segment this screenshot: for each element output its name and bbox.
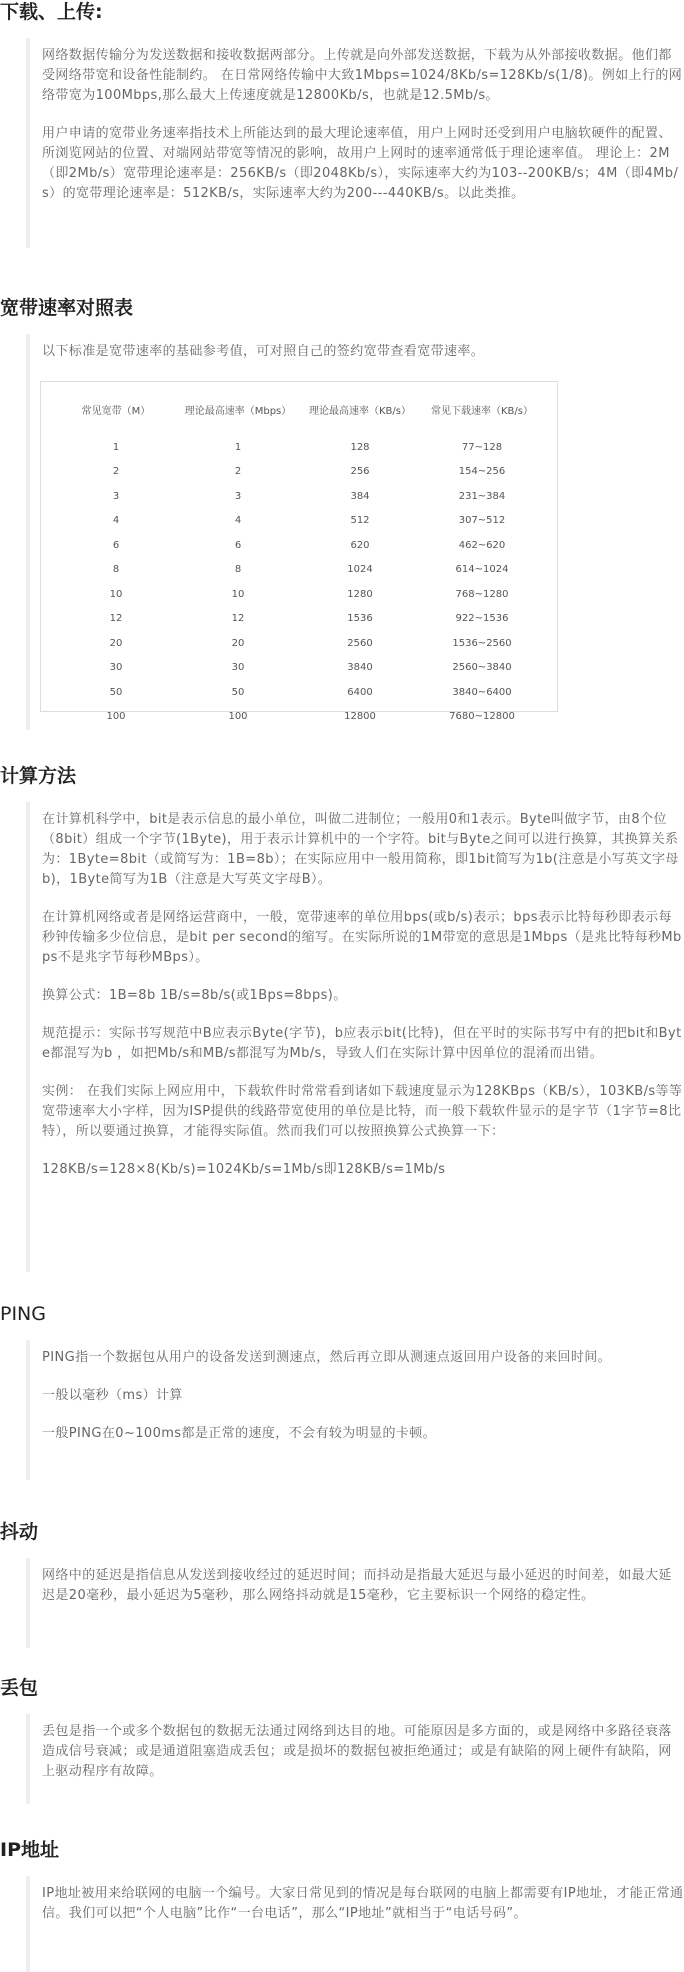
column-header: 理论最高速率（KB/s）	[309, 405, 411, 417]
table-cell: 1280	[347, 588, 373, 600]
table-cell: 620	[350, 539, 370, 551]
table-cell: 3840~6400	[452, 686, 512, 698]
section-heading-ip-address: IP地址	[0, 1839, 59, 1861]
ping-paragraph: 一般PING在0~100ms都是正常的速度，不会有较为明显的卡顿。	[42, 1426, 437, 1441]
table-cell: 50	[231, 686, 245, 698]
table-cell: 3	[234, 490, 242, 502]
calculation-formula: 128KB/s=128×8(Kb/s)=1024Kb/s=1Mb/s即128KB/s=1Mb/s	[42, 1162, 446, 1177]
calculation-paragraph: 规范提示：实际书写规范中B应表示Byte(字节)，b应表示bit(比特)，但在平时的实际书写中有的把bit和Byte都混写为b ，如把Mb/s和MB/s都混写为Mb/s，导致人们在实际计算中因单位的混淆而出错。	[42, 1026, 682, 1061]
section-heading-jitter: 抖动	[0, 1521, 39, 1543]
table-cell: 256	[350, 466, 370, 478]
table-cell: 8	[234, 564, 242, 576]
calculation-block	[26, 802, 684, 1272]
table-row	[55, 582, 543, 607]
table-row	[55, 558, 543, 583]
table-cell: 307~512	[458, 515, 506, 527]
table-cell: 3	[112, 490, 120, 502]
table-row	[55, 533, 543, 558]
table-cell: 6	[112, 539, 120, 551]
table-cell: 922~1536	[455, 613, 509, 625]
packet-loss-block	[26, 1714, 684, 1804]
ip-address-paragraph: IP地址被用来给联网的电脑一个编号。大家日常见到的情况是每台联网的电脑上都需要有IP地址，才能正常通信。我们可以把“个人电脑”比作“一台电话”，那么“IP地址”就相当于“电话号码”。	[42, 1886, 684, 1921]
table-cell: 12	[109, 613, 123, 625]
table-row	[55, 484, 543, 509]
bandwidth-rate-table	[40, 381, 558, 723]
table-row	[55, 509, 543, 534]
table-cell: 7680~12800	[449, 711, 515, 723]
section-heading-rate-table: 宽带速率对照表	[0, 297, 134, 319]
table-cell: 12800	[344, 711, 376, 723]
ip-address-block	[26, 1876, 684, 1972]
column-header: 常见宽带（M）	[81, 405, 151, 417]
column-header: 常见下载速率（KB/s）	[431, 405, 533, 417]
download-upload-paragraph: 网络数据传输分为发送数据和接收数据两部分。上传就是向外部发送数据，下载为从外部接收数据。他们都受网络带宽和设备性能制约。 在日常网络传输中大致1Mbps=1024/8Kb/s=128Kb/s(1/8)。例如上行的网络带宽为100Mbps,那么最大上传速度就是12800Kb/s，也就是12.5Mb/s。	[42, 48, 683, 103]
table-cell: 77~128	[461, 441, 503, 453]
table-cell: 20	[231, 637, 245, 649]
table-cell: 6	[234, 539, 242, 551]
table-row	[55, 680, 543, 705]
jitter-block	[26, 1558, 684, 1648]
table-row	[55, 435, 543, 460]
column-header: 理论最高速率（Mbps）	[184, 405, 292, 417]
table-cell: 4	[234, 515, 242, 527]
download-upload-block	[26, 38, 684, 248]
table-cell: 512	[350, 515, 370, 527]
packet-loss-paragraph: 丢包是指一个或多个数据包的数据无法通过网络到达目的地。可能原因是多方面的，或是网络中多路径衰落造成信号衰减；或是通道阻塞造成丢包；或是损坏的数据包被拒绝通过；或是有缺陷的网上硬件有缺陷，网上驱动程序有故障。	[42, 1724, 672, 1779]
table-cell: 100	[228, 711, 248, 723]
table-cell: 1	[234, 441, 242, 453]
ping-paragraph: PING指一个数据包从用户的设备发送到测速点，然后再立即从测速点返回用户设备的来回时间。	[42, 1350, 612, 1365]
section-heading-download-upload: 下载、上传:	[0, 1, 103, 23]
rate-table-intro: 以下标准是宽带速率的基础参考值，可对照自己的签约宽带查看宽带速率。	[42, 344, 485, 359]
table-cell: 128	[350, 441, 370, 453]
section-heading-ping: PING	[0, 1303, 46, 1325]
table-row	[55, 460, 543, 485]
table-cell: 231~384	[458, 490, 506, 502]
table-cell: 10	[109, 588, 123, 600]
table-cell: 6400	[347, 686, 373, 698]
table-cell: 768~1280	[455, 588, 509, 600]
table-cell: 8	[112, 564, 120, 576]
calculation-paragraph: 在计算机网络或者是网络运营商中，一般，宽带速率的单位用bps(或b/s)表示；bps表示比特每秒即表示每秒钟传输多少位信息，是bit per second的缩写。在实际所说的1M带宽的意思是1Mbps（是兆比特每秒Mbps不是兆字节每秒MBps）。	[42, 910, 682, 965]
table-cell: 2560	[347, 637, 373, 649]
ping-paragraph: 一般以毫秒（ms）计算	[42, 1388, 183, 1403]
table-row	[55, 656, 543, 681]
table-cell: 30	[109, 662, 123, 674]
table-cell: 20	[109, 637, 123, 649]
table-cell: 2	[234, 466, 242, 478]
rate-table	[55, 396, 543, 729]
table-header-row	[55, 396, 543, 435]
table-cell: 1536~2560	[452, 637, 512, 649]
calculation-paragraph: 在计算机科学中，bit是表示信息的最小单位，叫做二进制位；一般用0和1表示。Byte叫做字节，由8个位（8bit）组成一个字节(1Byte)，用于表示计算机中的一个字符。bit与Byte之间可以进行换算，其换算关系为：1Byte=8bit（或简写为：1B=8b）；在实际应用中一般用简称，即1bit简写为1b(注意是小写英文字母b)，1Byte简写为1B（注意是大写英文字母B）。	[42, 812, 679, 887]
table-cell: 1024	[347, 564, 373, 576]
jitter-paragraph: 网络中的延迟是指信息从发送到接收经过的延迟时间；而抖动是指最大延迟与最小延迟的时间差，如最大延迟是20毫秒，最小延迟为5毫秒，那么网络抖动就是15毫秒，它主要标识一个网络的稳定性。	[42, 1568, 672, 1603]
table-cell: 462~620	[458, 539, 506, 551]
table-cell: 100	[106, 711, 126, 723]
table-cell: 2560~3840	[452, 662, 512, 674]
table-cell: 12	[231, 613, 245, 625]
table-cell: 50	[109, 686, 123, 698]
table-cell: 2	[112, 466, 120, 478]
table-row	[55, 631, 543, 656]
table-cell: 1536	[347, 613, 373, 625]
section-heading-calculation: 计算方法	[0, 765, 77, 787]
ping-block	[26, 1340, 684, 1480]
rate-table-body	[55, 435, 543, 729]
table-cell: 614~1024	[455, 564, 509, 576]
section-heading-packet-loss: 丢包	[0, 1677, 39, 1699]
calculation-paragraph: 换算公式：1B=8b 1B/s=8b/s(或1Bps=8bps)。	[42, 988, 347, 1003]
table-cell: 30	[231, 662, 245, 674]
table-cell: 384	[350, 490, 370, 502]
table-cell: 1	[112, 441, 120, 453]
table-row	[55, 705, 543, 730]
table-cell: 4	[112, 515, 120, 527]
download-upload-paragraph: 用户申请的宽带业务速率指技术上所能达到的最大理论速率值，用户上网时还受到用户电脑软硬件的配置、所浏览网站的位置、对端网站带宽等情况的影响，故用户上网时的速率通常低于理论速率值。 理论上：2M（即2Mb/s）宽带理论速率是：256KB/s（即2048Kb/s），实际速率大约为103--200KB/s；4M（即4Mb/s）的宽带理论速率是：512KB/s，实际速率大约为200---440KB/s。以此类推。	[42, 126, 679, 201]
table-cell: 154~256	[458, 466, 506, 478]
table-cell: 3840	[347, 662, 373, 674]
table-cell: 10	[231, 588, 245, 600]
calculation-paragraph: 实例： 在我们实际上网应用中，下载软件时常常看到诸如下载速度显示为128KBps（KB/s），103KB/s等等宽带速率大小字样，因为ISP提供的线路带宽使用的单位是比特，而一般下载软件显示的是字节（1字节=8比特），所以要通过换算，才能得实际值。然而我们可以按照换算公式换算一下：	[42, 1084, 683, 1139]
table-row	[55, 607, 543, 632]
